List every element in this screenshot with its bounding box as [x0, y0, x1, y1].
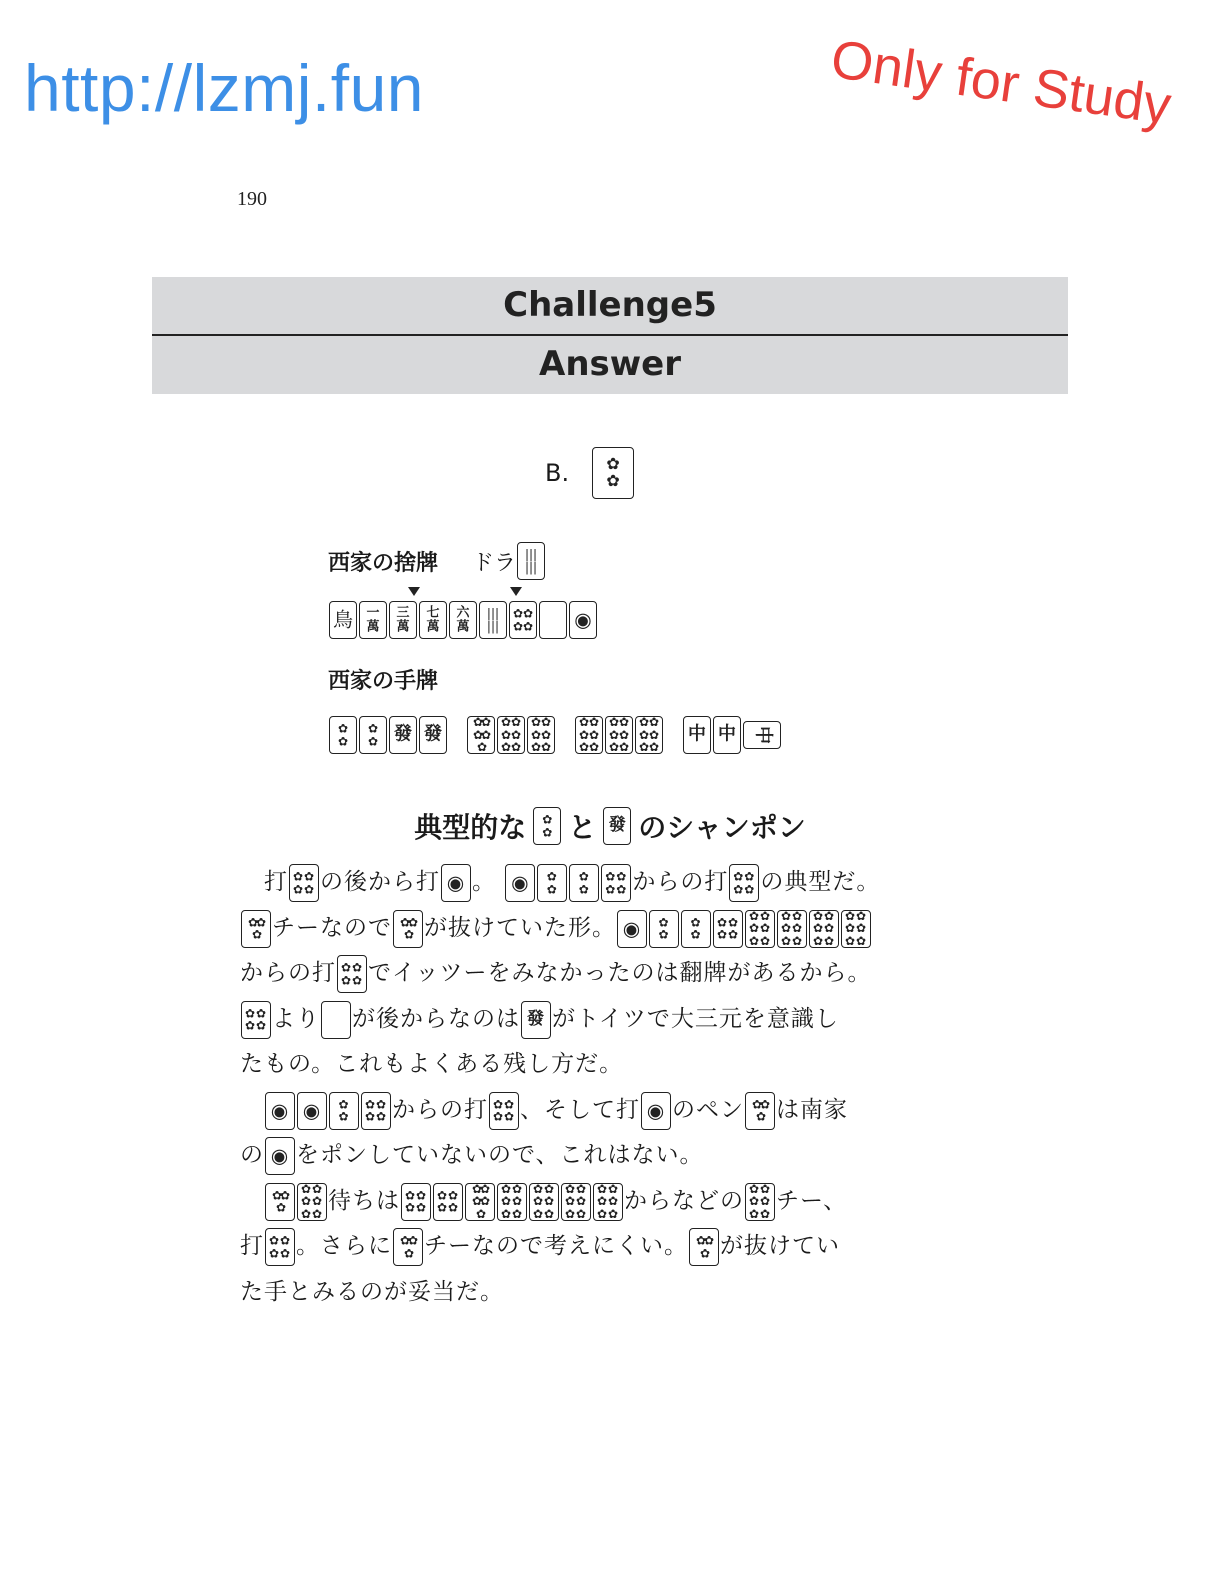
marker-arrow — [408, 587, 420, 596]
tile-1p: ◉ — [505, 864, 535, 902]
tile-3p: ✿✿✿ — [393, 1228, 423, 1266]
dora-tile-6s: ||| ||| — [517, 542, 545, 580]
tile-3p: ✿✿✿ — [689, 1228, 719, 1266]
tile-6p: ✿✿ ✿✿ ✿✿ — [529, 1183, 559, 1221]
answer-row — [545, 446, 635, 500]
tile-1p: ◉ — [441, 864, 471, 902]
tile-6p: ✿✿ ✿✿ ✿✿ — [497, 1183, 527, 1221]
tile-6p: ✿✿ ✿✿ ✿✿ — [497, 716, 525, 754]
tile-4p: ✿✿ ✿✿ — [265, 1228, 295, 1266]
tile-1m: 一 萬 — [359, 601, 387, 639]
tile-4p: ✿✿ ✿✿ — [337, 955, 367, 993]
tile-6p: ✿✿ ✿✿ ✿✿ — [777, 910, 807, 948]
west-hand — [328, 716, 777, 754]
tile-chun: 中 — [713, 716, 741, 754]
tile-4p: ✿✿ ✿✿ — [601, 864, 631, 902]
tile-2p: ✿ ✿ — [649, 910, 679, 948]
tile-5p: ✿✿✿✿✿ — [467, 716, 495, 754]
tile-4p: ✿✿ ✿✿ — [713, 910, 743, 948]
tile-chun-called: 中 — [743, 721, 781, 749]
tile-6p: ✿✿ ✿✿ ✿✿ — [745, 910, 775, 948]
tile-6p: ✿✿ ✿✿ ✿✿ — [809, 910, 839, 948]
tile-4p: ✿✿ ✿✿ — [729, 864, 759, 902]
explanation-text: 打 ✿✿ ✿✿ の後から打 ◉ 。 ◉ ✿ ✿ ✿ ✿ ✿✿ ✿✿ からの打 ✿✿ ✿✿ の典型だ。 ✿✿✿ チーなので ✿✿✿ が抜けていた形。 ◉ ✿ ✿ ✿ ✿ ✿✿ ✿✿ ✿✿ ✿✿ ✿✿ ✿✿ ✿✿ ✿✿ ✿✿ ✿✿ ✿✿ ✿✿ ✿✿ ✿✿ からの打 ✿✿ ✿✿ でイッツーをみなかったのは翻牌があるから。 ✿✿ ✿✿ より が後からなのは 發 がトイツで大三元を意識し たもの。これもよくある残し方だ。 ◉ ◉ ✿ ✿ ✿✿ ✿✿ からの打 ✿✿ ✿✿ 、そして打 ◉ のペン ✿✿✿ は南家 の ◉ をポンしていないので、これはない。 ✿✿✿ ✿✿ ✿✿ ✿✿ 待ちは ✿✿ ✿✿ ✿✿ ✿✿ ✿✿✿✿✿ ✿✿ ✿✿ ✿✿ ✿✿ ✿✿ ✿✿ ✿✿ ✿✿ ✿✿ ✿✿ ✿✿ ✿✿ からなどの ✿✿ ✿✿ ✿✿ チー、 打 ✿✿ ✿✿ 。さらに ✿✿✿ チーなので考えにくい。 ✿✿✿ が抜けてい た手とみるのが妥当だ。 — [240, 860, 950, 1315]
tile-4p: ✿✿ ✿✿ — [289, 864, 319, 902]
tile-1p: ◉ — [297, 1092, 327, 1130]
riichi-markers — [328, 587, 648, 599]
tile-1p: ◉ — [265, 1137, 295, 1175]
tile-4p: ✿✿ ✿✿ — [361, 1092, 391, 1130]
tile-2p: ✿ ✿ — [681, 910, 711, 948]
tile-hatsu: 發 — [521, 1001, 551, 1039]
discard-river — [328, 601, 598, 639]
tile-3m: 三 萬 — [389, 601, 417, 639]
tile-2p: ✿ ✿ — [329, 716, 357, 754]
answer-tile-2p: ✿ ✿ — [592, 447, 634, 499]
tile-1s: 鳥 — [329, 601, 357, 639]
tile-6p: ✿✿ ✿✿ ✿✿ — [745, 1183, 775, 1221]
tile-3p: ✿✿✿ — [265, 1183, 295, 1221]
tile-2p: ✿ ✿ — [569, 864, 599, 902]
tile-6p: ✿✿ ✿✿ ✿✿ — [561, 1183, 591, 1221]
tile-2p: ✿ ✿ — [359, 716, 387, 754]
tile-6p: ✿✿ ✿✿ ✿✿ — [527, 716, 555, 754]
tile-1p: ◉ — [569, 601, 597, 639]
watermark-url: http://lzmj.fun — [24, 51, 424, 125]
tile-4p: ✿✿ ✿✿ — [489, 1092, 519, 1130]
tile-6p: ✿✿ ✿✿ ✿✿ — [841, 910, 871, 948]
tile-6p: ✿✿ ✿✿ ✿✿ — [635, 716, 663, 754]
watermark-study: Only for Study — [827, 28, 1175, 137]
tile-hatsu: 發 — [603, 807, 631, 845]
answer-label: B. — [545, 459, 570, 487]
tile-3p: ✿✿✿ — [745, 1092, 775, 1130]
tile-6p: ✿✿ ✿✿ ✿✿ — [593, 1183, 623, 1221]
tile-hatsu: 發 — [419, 716, 447, 754]
tile-3p: ✿✿✿ — [241, 910, 271, 948]
tile-6p: ✿✿ ✿✿ ✿✿ — [297, 1183, 327, 1221]
tile-2p: ✿ ✿ — [533, 807, 561, 845]
tile-6p: ✿✿ ✿✿ ✿✿ — [605, 716, 633, 754]
page-number: 190 — [237, 188, 267, 210]
tile-3p: ✿✿✿ — [393, 910, 423, 948]
tile-5p: ✿✿✿✿✿ — [465, 1183, 495, 1221]
tile-chun: 中 — [683, 716, 711, 754]
tile-1p: ◉ — [641, 1092, 671, 1130]
tile-4p: ✿✿ ✿✿ — [509, 601, 537, 639]
tile-1p: ◉ — [617, 910, 647, 948]
tile-6m: 六 萬 — [449, 601, 477, 639]
tile-haku — [539, 601, 567, 639]
tile-hatsu: 發 — [389, 716, 417, 754]
section-title: 典型的な ✿ ✿ と 發 のシャンポン — [152, 806, 1068, 846]
tile-haku — [321, 1001, 351, 1039]
challenge-title: Challenge5 — [152, 277, 1068, 336]
tile-2p: ✿ ✿ — [329, 1092, 359, 1130]
tile-4p: ✿✿ ✿✿ — [241, 1001, 271, 1039]
tile-7m: 七 萬 — [419, 601, 447, 639]
tile-1p: ◉ — [265, 1092, 295, 1130]
answer-heading: Answer — [152, 336, 1068, 394]
dora-indicator: ドラ ||| ||| — [472, 542, 546, 580]
discards-header — [328, 542, 546, 580]
hand-label: 西家の手牌 — [328, 669, 439, 694]
tile-6s: ||| ||| — [479, 601, 507, 639]
hand-header — [328, 664, 438, 695]
discards-label: 西家の捨牌 — [328, 550, 439, 576]
tile-6p: ✿✿ ✿✿ ✿✿ — [575, 716, 603, 754]
tile-4p: ✿✿ ✿✿ — [401, 1183, 431, 1221]
tile-4p: ✿✿ ✿✿ — [433, 1183, 463, 1221]
tile-2p: ✿ ✿ — [537, 864, 567, 902]
marker-arrow — [510, 587, 522, 596]
